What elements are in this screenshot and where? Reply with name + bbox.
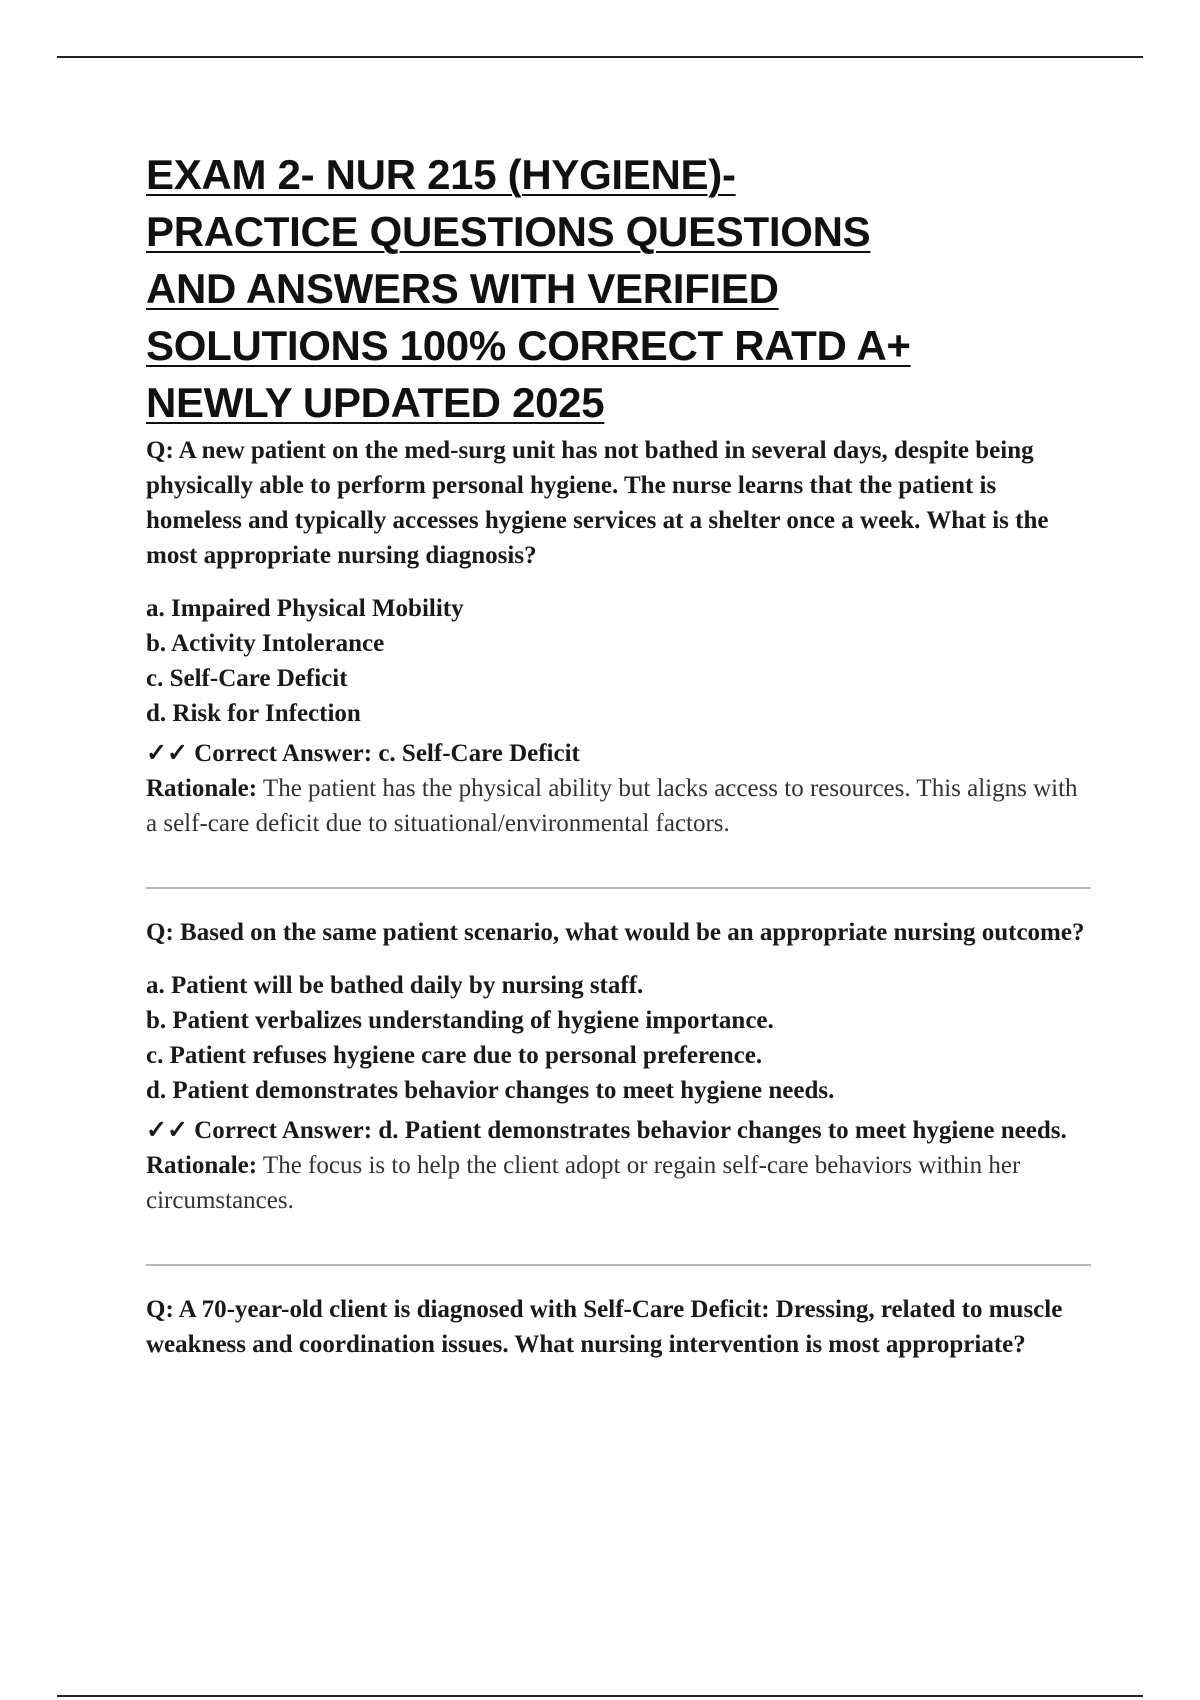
rationale-text: The focus is to help the client adopt or regain self-care behaviors within her circumstances.: [146, 1152, 1021, 1214]
rationale: [146, 1148, 1091, 1218]
option-d: d. Patient demonstrates behavior changes to meet hygiene needs.: [146, 1077, 835, 1104]
title-line: EXAM 2- NUR 215 (HYGIENE)-: [146, 151, 736, 198]
question-text: Q: A 70-year-old client is diagnosed with Self-Care Deficit: Dressing, related to muscle weakness and coordination issues. What nursing intervention is most appropriate?: [146, 1296, 1063, 1358]
section-divider: [146, 1264, 1091, 1266]
option-b: b. Activity Intolerance: [146, 630, 385, 657]
question-block-2: [146, 915, 1091, 1218]
question-text: Q: Based on the same patient scenario, what would be an appropriate nursing outcome?: [146, 919, 1085, 946]
answer-options: [146, 968, 1091, 1108]
title-line: PRACTICE QUESTIONS QUESTIONS: [146, 208, 871, 255]
header-rule: [57, 56, 1143, 58]
footer-rule: [57, 1695, 1143, 1697]
option-c: c. Self-Care Deficit: [146, 665, 348, 692]
rationale-label: Rationale:: [146, 1152, 258, 1179]
rationale: [146, 771, 1091, 841]
title-line: NEWLY UPDATED 2025: [146, 379, 605, 426]
title-line: SOLUTIONS 100% CORRECT RATD A+: [146, 322, 911, 369]
question-block-1: [146, 433, 1091, 841]
section-divider: [146, 887, 1091, 889]
correct-answer: ✓✓ Correct Answer: d. Patient demonstrates behavior changes to meet hygiene needs.: [146, 1117, 1067, 1144]
option-b: b. Patient verbalizes understanding of hygiene importance.: [146, 1007, 774, 1034]
correct-answer: ✓✓ Correct Answer: c. Self-Care Deficit: [146, 740, 580, 767]
question-block-3: [146, 1292, 1091, 1362]
title-line: AND ANSWERS WITH VERIFIED: [146, 265, 779, 312]
option-d: d. Risk for Infection: [146, 700, 361, 727]
question-text: Q: A new patient on the med-surg unit has not bathed in several days, despite being physically able to perform personal hygiene. The nurse learns that the patient is homeless and typically accesses hygiene services at a shelter once a week. What is the most appropriate nursing diagnosis?: [146, 437, 1049, 569]
document-body: [146, 146, 1091, 1362]
document-title: [146, 146, 1091, 431]
option-a: a. Impaired Physical Mobility: [146, 595, 464, 622]
option-c: c. Patient refuses hygiene care due to personal preference.: [146, 1042, 763, 1069]
option-a: a. Patient will be bathed daily by nursing staff.: [146, 972, 644, 999]
answer-options: [146, 591, 1091, 731]
rationale-label: Rationale:: [146, 775, 258, 802]
rationale-text: The patient has the physical ability but lacks access to resources. This aligns with a self-care deficit due to situational/environmental factors.: [146, 775, 1078, 837]
